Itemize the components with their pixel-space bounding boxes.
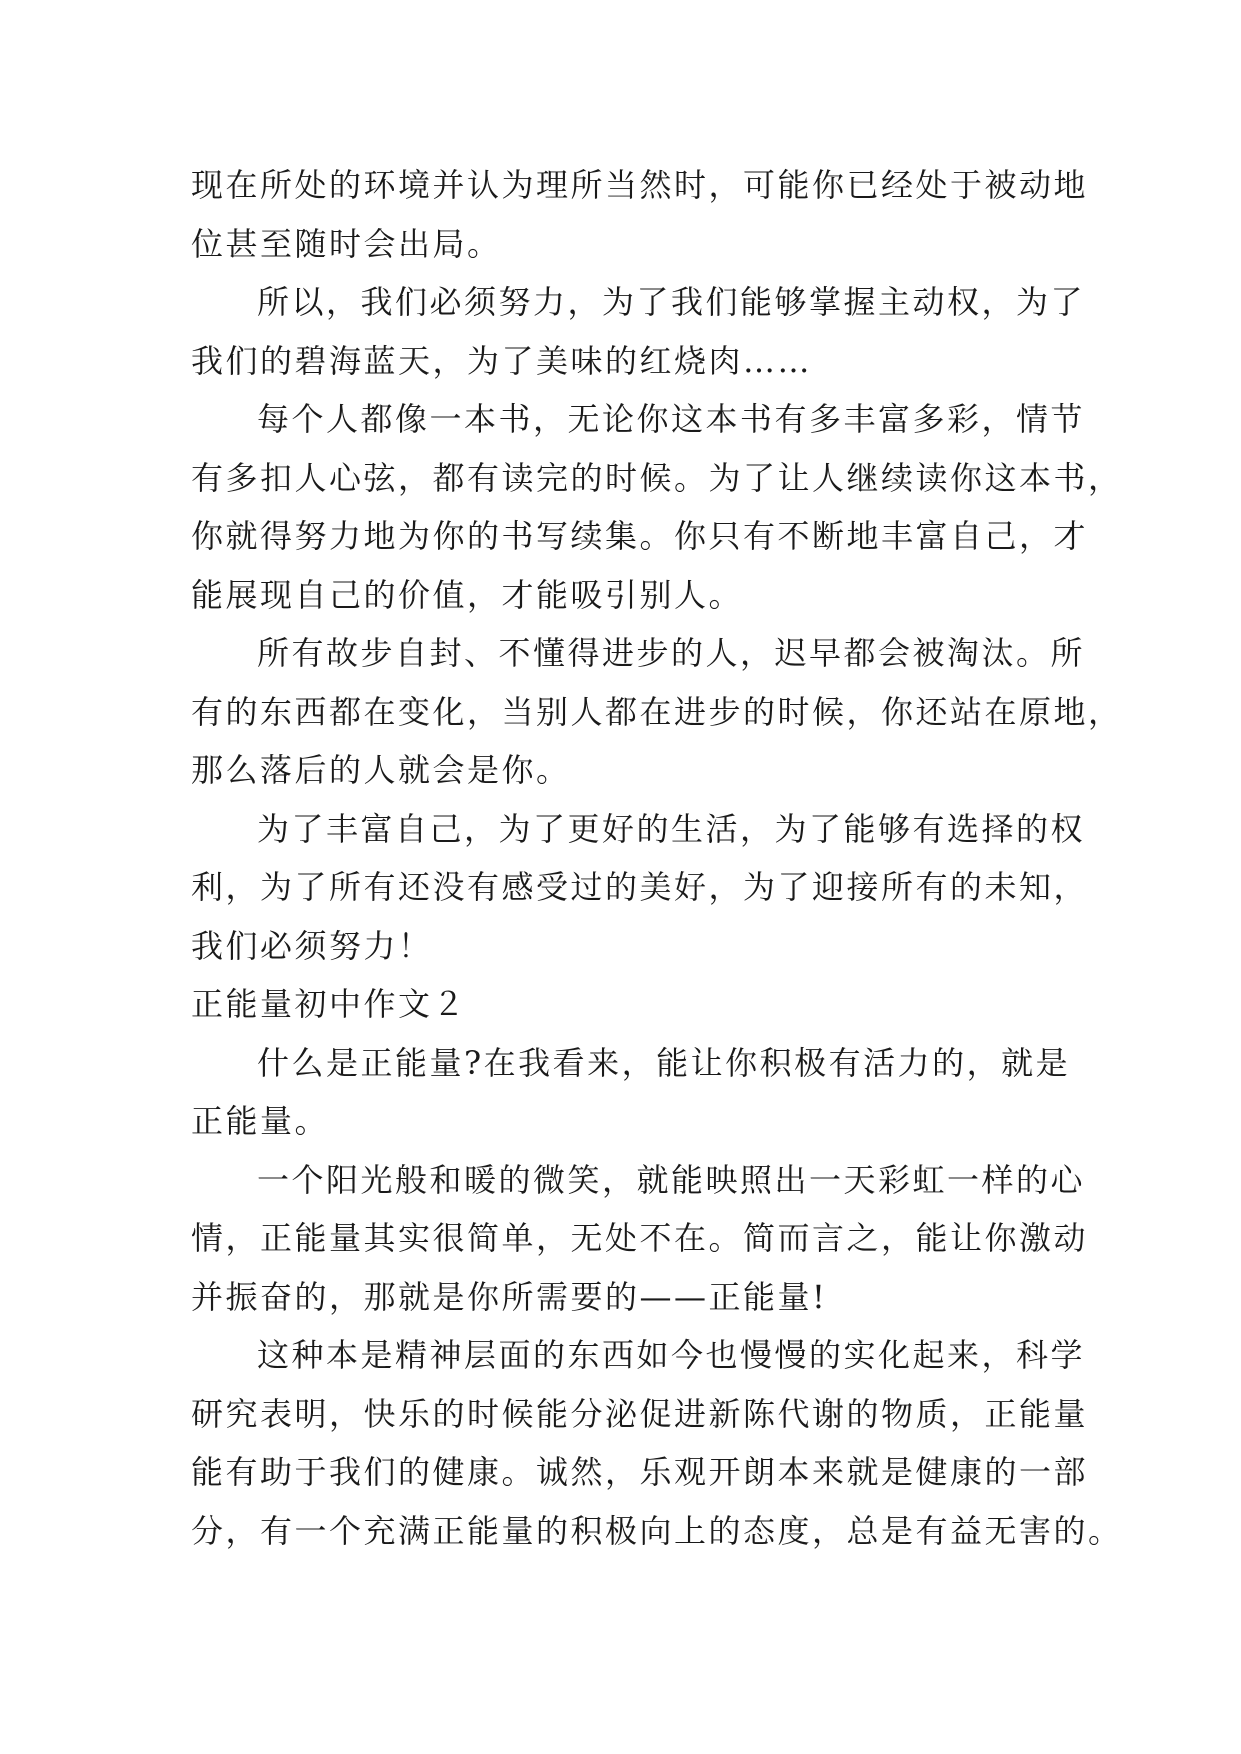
text-line: 现在所处的环境并认为理所当然时，可能你已经处于被动地	[191, 166, 1089, 204]
text-line: 我们必须努力！	[191, 927, 433, 965]
text-line: 利，为了所有还没有感受过的美好，为了迎接所有的未知，	[191, 868, 1089, 906]
text-line: 位甚至随时会出局。	[191, 225, 502, 263]
text-line: 并振奋的，那就是你所需要的——正能量!	[191, 1278, 828, 1316]
text-line: 分，有一个充满正能量的积极向上的态度，总是有益无害的。	[191, 1512, 1123, 1550]
paragraph-first-line: 所以，我们必须努力，为了我们能够掌握主动权，为了	[257, 283, 1086, 321]
text-line: 能展现自己的价值，才能吸引别人。	[191, 576, 744, 614]
paragraph-first-line: 一个阳光般和暖的微笑，就能映照出一天彩虹一样的心	[257, 1161, 1086, 1199]
text-line: 有的东西都在变化，当别人都在进步的时候，你还站在原地，	[191, 693, 1123, 731]
text-line: 有多扣人心弦，都有读完的时候。为了让人继续读你这本书，	[191, 459, 1123, 497]
paragraph-first-line: 每个人都像一本书，无论你这本书有多丰富多彩，情节	[257, 400, 1086, 438]
text-line: 正能量。	[191, 1102, 330, 1140]
text-line: 我们的碧海蓝天，为了美味的红烧肉……	[191, 342, 813, 380]
text-line: 研究表明，快乐的时候能分泌促进新陈代谢的物质，正能量	[191, 1395, 1089, 1433]
paragraph-first-line: 什么是正能量?在我看来，能让你积极有活力的，就是	[257, 1044, 1071, 1082]
paragraph-first-line: 为了丰富自己，为了更好的生活，为了能够有选择的权	[257, 810, 1086, 848]
paragraph-first-line: 所有故步自封、不懂得进步的人，迟早都会被淘汰。所	[257, 634, 1086, 672]
text-line: 那么落后的人就会是你。	[191, 751, 571, 789]
paragraph-first-line: 这种本是精神层面的东西如今也慢慢的实化起来，科学	[257, 1336, 1086, 1374]
text-line: 情，正能量其实很简单，无处不在。简而言之，能让你激动	[191, 1219, 1089, 1257]
text-line: 能有助于我们的健康。诚然，乐观开朗本来就是健康的一部	[191, 1453, 1089, 1491]
text-line: 你就得努力地为你的书写续集。你只有不断地丰富自己，才	[191, 517, 1089, 555]
section-heading: 正能量初中作文２	[191, 985, 468, 1023]
